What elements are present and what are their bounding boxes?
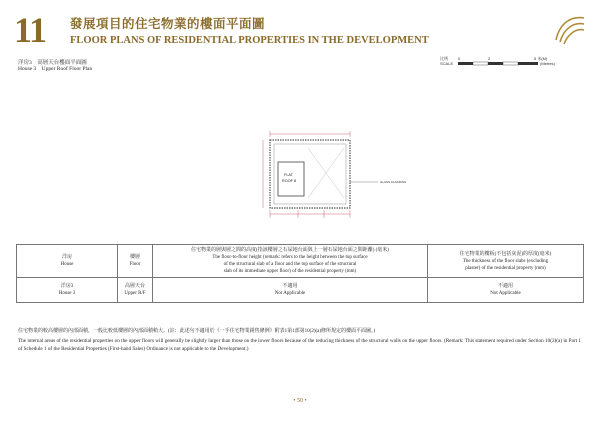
chapter-number: 11 — [14, 10, 47, 50]
scale-tick-0: 0 — [458, 56, 461, 61]
table-header-row — [17, 245, 584, 278]
cell-house: 洋房3 House 3 — [17, 278, 118, 303]
header-house: 洋房 House — [17, 245, 118, 278]
page-number: • 50 • — [293, 398, 307, 404]
cell-floor: 高層天台 Upper R/F — [118, 278, 153, 303]
plan-subtitle-chinese: 洋房3 高層天台樓面平面圖 — [18, 60, 87, 66]
plan-subtitle-english: House 3 Upper Roof Floor Plan — [18, 66, 93, 72]
scale-tick-2: 2 — [488, 56, 491, 61]
scale-bar — [440, 54, 580, 78]
scale-tick-5: 5 米(M) — [534, 56, 548, 61]
internal-area-note-chinese: 住宅物業的較高樓層的內部面積，一般比較低樓層的內部面積稍大。(註：此述句不適用於《一手住宅物業銷售條例》附表1第1部第10(2)(a)條所規定的樓面平面圖。) — [18, 329, 376, 334]
internal-area-note-english: The internal areas of the residential properties on the upper floors will generally be slightly larger than those on the lower floors because of the reducing thickness of the structural walls on the upper floors. (Remark: This statement required under Section 10(2)(a) in Part 1 of Schedule 1 of the Residential Properties (First-hand Sales) Ordinance is not applicable to the Development.) — [18, 338, 581, 352]
upper-roof-floor-plan — [258, 128, 438, 224]
page-title-english: FLOOR PLANS OF RESIDENTIAL PROPERTIES IN THE DEVELOPMENT — [70, 35, 429, 46]
room-label-flat: FLAT — [284, 173, 294, 177]
glass-cladding-callout: GLASS CLADDING — [380, 180, 407, 184]
header-floor-to-floor-height: 住宅物業的層與層之間的高度(指該樓層之石屎地台面與上一層石屎地台面之間距離) (毫米) The floor-to-floor height (remark: refers to the height between the top surface of the structural slab of a floor and the top surface of the structural slab of its immediate upper floor) of the residential property (mm) — [153, 245, 428, 278]
scale-label-en: SCALE — [440, 61, 454, 66]
header-floor: 樓層 Floor — [118, 245, 153, 278]
scale-label-zh: 比例 — [440, 56, 448, 61]
cell-floor-height: 不適用 Not Applicable — [153, 278, 428, 303]
room-label-roof: ROOF 8 — [282, 179, 297, 183]
developer-logo-icon — [552, 12, 588, 48]
floor-height-table — [16, 244, 584, 303]
header-slab-thickness: 住宅物業的樓板(不包括灰泥)的厚度(毫米) The thickness of the floor slabs (excluding plaster) of the residential property (mm) — [428, 245, 584, 278]
page-title-chinese: 發展項目的住宅物業的樓面平面圖 — [70, 17, 266, 31]
table-row — [17, 278, 584, 303]
cell-slab-thickness: 不適用 Not Applicable — [428, 278, 584, 303]
scale-unit: (Metres) — [540, 61, 555, 66]
